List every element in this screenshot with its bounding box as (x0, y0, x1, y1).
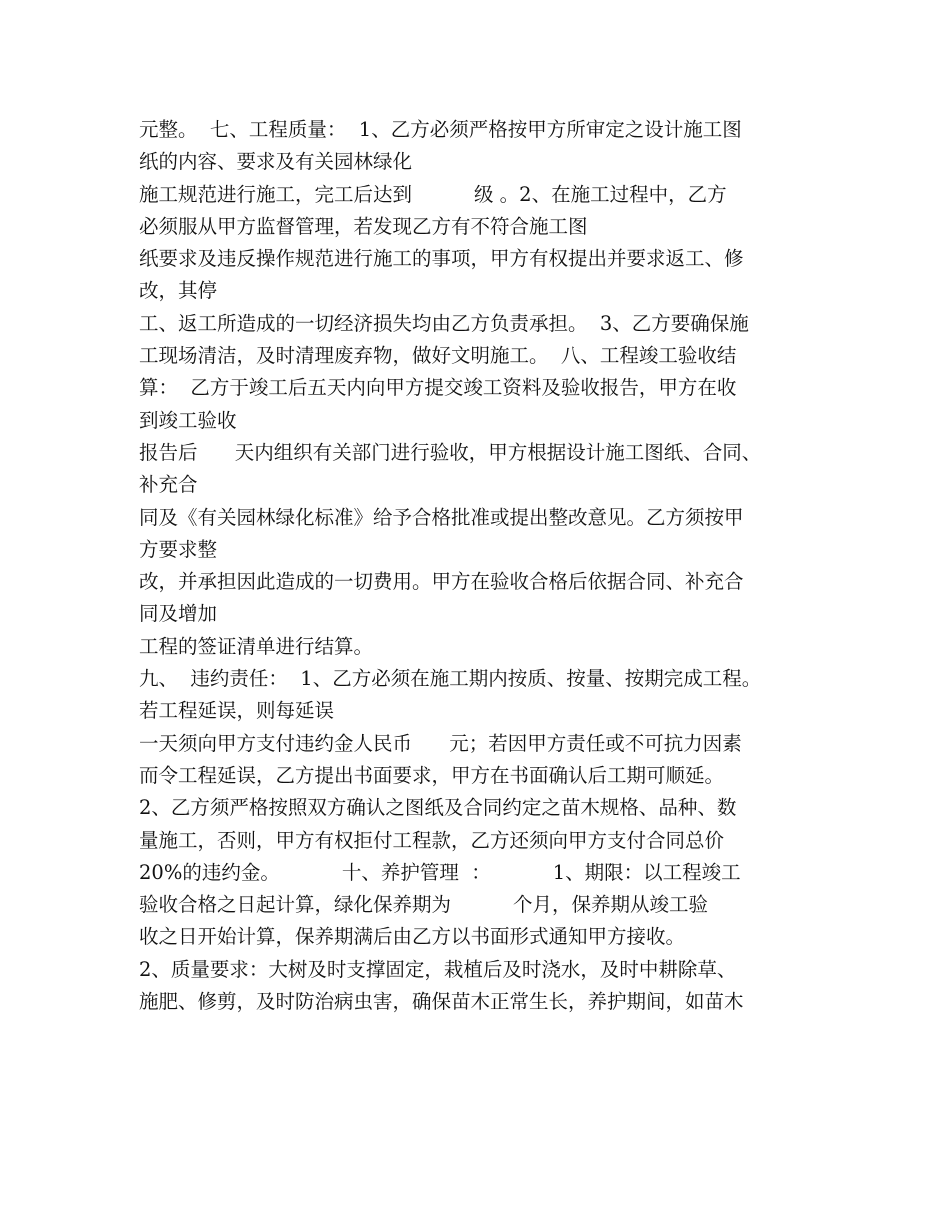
text-line: 方要求整 (139, 537, 218, 561)
text-line: 2、质量要求：大树及时支撑固定，栽植后及时浇水，及时中耕除草、 (139, 957, 737, 981)
text-line: 同及《有关园林绿化标准》给予合格批准或提出整改意见。乙方须按甲 (139, 505, 744, 529)
text-line: 纸要求及违反操作规范进行施工的事项，甲方有权提出并要求返工、修 (139, 247, 744, 271)
text-line: 补充合 (139, 473, 198, 497)
text-line: 一天须向甲方支付违约金人民币 元；若因甲方责任或不可抗力因素 (139, 731, 742, 755)
text-line: 20%的违约金。 十、养护管理 ： 1、期限：以工程竣工 (139, 860, 741, 884)
text-line: 纸的内容、要求及有关园林绿化 (139, 150, 413, 174)
text-line: 验收合格之日起计算，绿化保养期为 个月，保养期从竣工验 (139, 893, 708, 917)
text-line: 同及增加 (139, 602, 218, 626)
text-line: 算： 乙方于竣工后五天内向甲方提交竣工资料及验收报告，甲方在收 (139, 376, 737, 400)
text-line: 收之日开始计算，保养期满后由乙方以书面形式通知甲方接收。 (139, 925, 686, 949)
text-line: 施肥、修剪，及时防治病虫害，确保苗木正常生长，养护期间，如苗木 (139, 990, 744, 1014)
text-line: 量施工，否则，甲方有权拒付工程款，乙方还须向甲方支付合同总价 (139, 828, 725, 852)
text-line: 工现场清洁，及时清理废弃物，做好文明施工。 八、工程竣工验收结 (139, 344, 737, 368)
text-line: 工、返工所造成的一切经济损失均由乙方负责承担。 3、乙方要确保施 (139, 311, 749, 335)
text-line: 到竣工验收 (139, 408, 237, 432)
document-body (139, 114, 829, 1018)
text-line: 报告后 天内组织有关部门进行验收，甲方根据设计施工图纸、合同、 (139, 440, 762, 464)
text-line: 若工程延误，则每延误 (139, 699, 335, 723)
text-line: 九、 违约责任： 1、乙方必须在施工期内按质、按量、按期完成工程。 (139, 667, 762, 691)
text-line: 施工规范进行施工，完工后达到 级 。2、在施工过程中，乙方 (139, 182, 727, 206)
text-line: 必须服从甲方监督管理，若发现乙方有不符合施工图 (139, 214, 588, 238)
text-line: 改，并承担因此造成的一切费用。甲方在验收合格后依据合同、补充合 (139, 570, 744, 594)
text-line: 改，其停 (139, 279, 218, 303)
text-line: 工程的签证清单进行结算。 (139, 634, 374, 658)
text-line: 2、乙方须严格按照双方确认之图纸及合同约定之苗木规格、品种、数 (139, 796, 737, 820)
text-line: 元整。 七、工程质量： 1、乙方必须严格按甲方所审定之设计施工图 (139, 118, 742, 141)
text-line: 而令工程延误，乙方提出书面要求，甲方在书面确认后工期可顺延。 (139, 763, 725, 787)
